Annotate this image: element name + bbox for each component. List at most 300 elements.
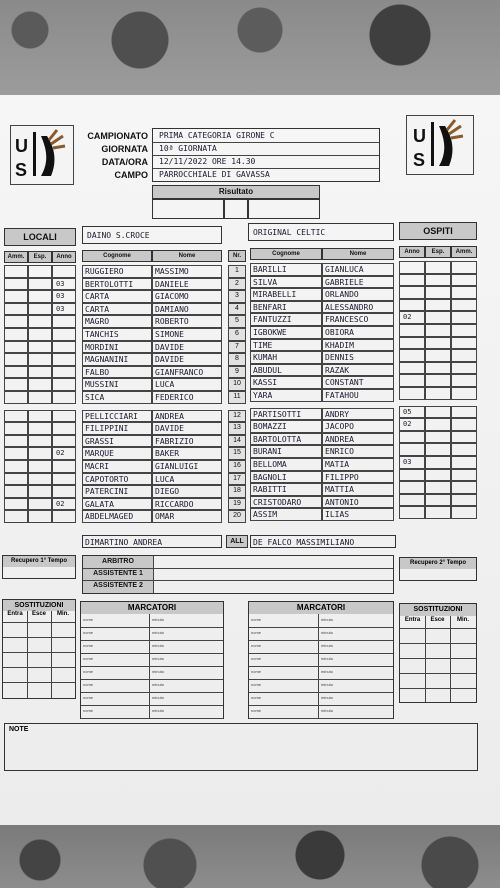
away-cognome: BELLOMA [253,460,287,469]
away-nome: ANDRY [325,409,350,419]
all-label: ALL [226,535,248,548]
home-nome-cell [152,366,222,379]
away-amm-cell [451,362,477,375]
away-cognome: BURANI [253,447,282,457]
home-nome: LUCA [155,474,175,484]
shirt-number: 16 [233,462,241,469]
home-cognome-cell [82,328,152,341]
away-amm-cell [451,299,477,312]
away-nome-cell [322,445,394,458]
ospiti-name-box [248,223,394,241]
away-esp-cell [425,362,451,375]
home-cognome-cell [82,485,152,498]
scorer-row-line [249,679,393,680]
home-cognome: FILIPPINI [85,424,129,434]
home-nome-cell [152,328,222,341]
home-cognome-cell [82,391,152,404]
home-cognome-cell [82,278,152,291]
home-nome: SIMONE [155,330,184,339]
scorer-row-line [81,679,223,680]
away-cognome: ABUDUL [253,365,282,375]
home-anno-cell [52,391,76,404]
home-nome-cell [152,485,222,498]
shirt-number-cell [228,410,246,423]
away-anno-cell [399,443,425,456]
scorer-nome-label: nome [251,669,262,674]
label-giornata: GIORNATA [101,144,148,154]
sost-home-entra: Entra [7,611,23,617]
home-anno-cell [52,353,76,366]
home-cognome: MARQUE [85,449,114,459]
away-cognome-cell [250,389,322,402]
away-cognome: YARA [253,391,273,400]
away-nome-cell [322,288,394,301]
home-amm-cell [4,265,28,278]
home-anno-cell [52,278,76,291]
scorer-row-line [249,653,393,654]
home-amm-cell [4,422,28,435]
sostituzioni-home-label: SOSTITUZIONI [3,600,75,611]
col-nome-away: Nome [322,248,394,260]
home-amm-cell [4,315,28,328]
scorer-minuto-label: minuto [152,669,165,674]
scorer-row-line [81,640,223,641]
home-cognome: CARTA [85,304,110,314]
home-esp-cell [28,460,52,473]
away-amm-cell [451,311,477,324]
away-esp-cell [425,481,451,494]
label-dataora: DATA/ORA [101,157,148,167]
home-cognome-cell [82,510,152,523]
shirt-number: 3 [235,292,239,300]
scorer-nome-label: nome [251,656,262,661]
note-box [4,723,478,771]
away-cognome-cell [250,351,322,364]
away-cognome: MIRABELLI [253,290,297,300]
home-cognome: TANCHIS [85,330,119,339]
score-home-box [152,199,224,219]
shirt-number-cell [228,290,246,303]
home-cognome-cell [82,303,152,316]
away-nome: DENNIS [325,353,354,363]
sost-away-esce: Esce [430,617,445,623]
scorer-row-line [81,692,223,693]
scorer-row-line [249,718,393,719]
score-separator-box [224,199,248,219]
away-nome: JACOPO [325,422,354,432]
shirt-number-cell [228,422,246,435]
scorer-row-line [249,640,393,641]
away-nome-cell [322,420,394,433]
svg-text:S: S [413,150,426,170]
home-cognome: BERTOLOTTI [85,279,134,289]
away-anno: 03 [403,458,412,466]
home-esp-cell [28,473,52,486]
home-amm-cell [4,435,28,448]
scorer-column-divider [149,614,150,718]
home-nome-cell [152,498,222,511]
away-cognome-cell [250,288,322,301]
away-nome: ENRICO [325,447,354,457]
away-nome-cell [322,326,394,339]
home-nome: RICCARDO [155,499,194,509]
away-anno: 02 [403,420,412,429]
note-label: NOTE [9,726,29,733]
away-cognome-cell [250,508,322,521]
away-nome-cell [322,276,394,289]
away-nome-cell [322,483,394,496]
allenatore-home-box [82,535,222,548]
away-esp-cell [425,261,451,274]
home-nome-cell [152,422,222,435]
home-nome: FABRIZIO [155,436,194,446]
away-cognome: BOMAZZI [253,422,287,432]
home-nome-cell [152,435,222,448]
shirt-number: 9 [235,367,239,375]
home-amm-cell [4,378,28,391]
away-nome-cell [322,496,394,509]
away-anno-cell [399,337,425,350]
label-campo: CAMPO [114,170,148,180]
home-cognome: MACRI [85,462,110,471]
scorer-minuto-label: minuto [321,617,334,622]
col-amm-home: Amm. [4,251,28,263]
scorer-nome-label: nome [251,695,262,700]
background-floor-top [0,0,500,95]
home-cognome: FALBO [85,367,110,377]
scorer-nome-label: nome [251,708,262,713]
home-nome: DIEGO [155,487,180,497]
away-nome: FATAHOU [325,391,359,400]
ospiti-label: OSPITI [399,222,477,240]
sost-away-entra: Entra [404,617,421,623]
away-cognome-cell [250,445,322,458]
away-anno-cell [399,274,425,287]
home-cognome: GALATA [85,499,114,509]
home-nome-cell [152,315,222,328]
away-nome: ALESSANDRO [325,302,374,312]
away-amm-cell [451,481,477,494]
home-amm-cell [4,485,28,498]
home-nome: ANDREA [155,411,184,421]
away-anno-cell [399,456,425,469]
assistente-2-label: ASSISTENTE 2 [93,582,143,589]
home-cognome-cell [82,473,152,486]
home-cognome-cell [82,422,152,435]
risultato-label: Risultato [152,185,320,199]
away-esp-cell [425,469,451,482]
home-anno-cell [52,460,76,473]
home-anno-cell [52,303,76,316]
away-cognome: FANTUZZI [253,315,292,325]
home-anno-cell [52,422,76,435]
home-nome: GIANFRANCO [155,367,204,377]
background-floor-bottom [0,825,500,888]
home-nome-cell [152,265,222,278]
away-anno-cell [399,362,425,375]
away-esp-cell [425,506,451,519]
home-nome: DAMIANO [155,304,189,314]
home-amm-cell [4,328,28,341]
scorer-row-line [81,705,223,706]
home-esp-cell [28,290,52,303]
arbitro-label: ARBITRO [102,558,134,565]
home-amm-cell [4,473,28,486]
away-cognome-cell [250,496,322,509]
score-away-box [248,199,320,219]
away-anno-cell [399,299,425,312]
away-esp-cell [425,374,451,387]
home-anno-cell [52,410,76,423]
us-logo-right [406,115,474,175]
home-esp-cell [28,422,52,435]
away-cognome: KUMAH [253,353,278,363]
home-cognome: MUSSINI [85,380,119,390]
away-esp-cell [425,299,451,312]
away-anno-cell [399,469,425,482]
scorer-minuto-label: minuto [152,708,165,713]
away-nome-cell [322,313,394,326]
away-amm-cell [451,387,477,400]
away-esp-cell [425,387,451,400]
home-anno-cell [52,366,76,379]
away-cognome: RABITTI [253,485,287,495]
marcatori-home-label: MARCATORI [81,602,223,614]
away-cognome-cell [250,276,322,289]
home-amm-cell [4,341,28,354]
away-cognome-cell [250,433,322,446]
home-nome-cell [152,410,222,423]
home-nome-cell [152,353,222,366]
away-anno-cell [399,261,425,274]
sost-away-min: Min. [457,617,469,623]
away-nome: GIANLUCA [325,265,364,274]
antler-logo-icon [11,126,71,182]
home-esp-cell [28,328,52,341]
shirt-number: 2 [235,279,239,287]
sostituzioni-away [399,603,477,703]
away-nome: GABRIELE [325,277,364,287]
shirt-number: 19 [233,499,241,507]
marcatori-home [80,601,224,719]
away-amm-cell [451,324,477,337]
col-esp-home: Esp. [28,251,52,263]
home-nome-cell [152,278,222,291]
shirt-number: 15 [233,449,241,457]
shirt-number-cell [228,328,246,341]
home-anno-cell [52,435,76,448]
away-anno: 02 [403,313,412,322]
home-esp-cell [28,378,52,391]
home-esp-cell [28,435,52,448]
scorer-nome-label: nome [83,643,94,648]
home-cognome-cell [82,265,152,278]
home-esp-cell [28,303,52,316]
home-cognome: PELLICCIARI [85,411,138,421]
away-nome: ORLANDO [325,290,359,300]
home-cognome: SICA [85,393,105,402]
col-cognome-away: Cognome [250,248,322,260]
away-cognome: SILVA [253,277,278,287]
shirt-number-cell [228,315,246,328]
home-cognome: CAPOTORTO [85,474,129,484]
home-cognome-cell [82,498,152,511]
marcatori-away [248,601,394,719]
home-amm-cell [4,353,28,366]
scorer-minuto-label: minuto [152,695,165,700]
shirt-number-cell [228,378,246,391]
home-anno-cell [52,328,76,341]
recupero-2-label: Recupero 2° Tempo [400,558,476,569]
home-esp-cell [28,391,52,404]
home-cognome: ABDELMAGED [85,512,134,522]
col-anno-away: Anno [399,246,425,258]
away-cognome: IGBOKWE [253,328,287,337]
officials-box [82,555,394,594]
scorer-nome-label: nome [251,682,262,687]
home-esp-cell [28,366,52,379]
home-cognome-cell [82,378,152,391]
shirt-number: 1 [235,267,239,274]
away-cognome-cell [250,339,322,352]
allenatore-away: DE FALCO MASSIMILIANO [253,538,355,547]
away-cognome-cell [250,301,322,314]
shirt-number-cell [228,353,246,366]
home-anno-cell [52,485,76,498]
shirt-number: 18 [233,487,241,495]
away-amm-cell [451,431,477,444]
locali-label: LOCALI [4,228,76,246]
home-anno-cell [52,498,76,511]
home-cognome: GRASSI [85,436,114,446]
away-nome-cell [322,433,394,446]
away-anno-cell [399,324,425,337]
away-cognome-cell [250,313,322,326]
home-cognome-cell [82,290,152,303]
svg-text:U: U [15,136,28,156]
away-nome-cell [322,508,394,521]
locali-team-name: DAINO S.CROCE [87,231,150,240]
away-nome-cell [322,301,394,314]
home-amm-cell [4,391,28,404]
away-cognome-cell [250,483,322,496]
home-nome-cell [152,510,222,523]
scorer-nome-label: nome [83,708,94,713]
home-esp-cell [28,265,52,278]
shirt-number-cell [228,485,246,498]
away-anno-cell [399,506,425,519]
recupero-1-label: Recupero 1° Tempo [3,556,75,567]
scorer-row-line [81,718,223,719]
away-esp-cell [425,443,451,456]
away-cognome: BENFARI [253,302,287,312]
away-esp-cell [425,311,451,324]
away-anno-cell [399,349,425,362]
scorer-nome-label: nome [251,630,262,635]
shirt-number: 12 [233,411,241,419]
home-nome-cell [152,447,222,460]
home-amm-cell [4,498,28,511]
home-esp-cell [28,498,52,511]
away-cognome-cell [250,326,322,339]
svg-text:S: S [15,160,28,180]
scorer-minuto-label: minuto [321,695,334,700]
home-nome: MASSIMO [155,267,189,276]
away-nome-cell [322,389,394,402]
home-esp-cell [28,353,52,366]
home-anno-cell [52,447,76,460]
value-campo: PARROCCHIALE DI GAVASSA [159,170,270,179]
home-nome-cell [152,341,222,354]
home-cognome: CARTA [85,292,110,302]
col-nr: Nr. [228,250,246,262]
away-esp-cell [425,349,451,362]
home-nome: ROBERTO [155,317,189,327]
away-cognome-cell [250,364,322,377]
shirt-number: 17 [233,474,241,482]
scorer-row-line [81,653,223,654]
scorer-row-line [249,627,393,628]
away-esp-cell [425,456,451,469]
scorer-minuto-label: minuto [152,630,165,635]
home-nome-cell [152,290,222,303]
antler-logo-icon [407,116,471,172]
home-amm-cell [4,460,28,473]
away-cognome: PARTISOTTI [253,409,302,419]
scorer-nome-label: nome [251,643,262,648]
allenatore-home: DIMARTINO ANDREA [85,538,163,547]
home-nome-cell [152,378,222,391]
home-esp-cell [28,485,52,498]
home-esp-cell [28,447,52,460]
away-nome-cell [322,339,394,352]
away-amm-cell [451,337,477,350]
home-amm-cell [4,410,28,423]
away-amm-cell [451,406,477,419]
col-anno-home: Anno [52,251,76,263]
scorer-minuto-label: minuto [321,708,334,713]
home-anno-cell [52,378,76,391]
shirt-number-cell [228,303,246,316]
scorer-nome-label: nome [83,682,94,687]
away-cognome: KASSI [253,378,278,388]
away-nome-cell [322,471,394,484]
shirt-number: 7 [235,342,239,350]
away-amm-cell [451,349,477,362]
away-nome-cell [322,376,394,389]
ospiti-team-name: ORIGINAL CELTIC [253,228,326,237]
away-cognome: BARILLI [253,265,287,274]
shirt-number: 10 [233,380,241,388]
home-nome: DANIELE [155,279,189,289]
away-nome-cell [322,364,394,377]
away-cognome-cell [250,408,322,421]
home-anno-cell [52,473,76,486]
away-nome: RAZAK [325,365,350,375]
shirt-number-cell [228,341,246,354]
header-values-box [152,128,380,182]
home-nome: DAVIDE [155,342,184,352]
home-cognome-cell [82,460,152,473]
away-esp-cell [425,431,451,444]
away-nome: OBIORA [325,328,354,337]
away-anno-cell [399,374,425,387]
home-esp-cell [28,341,52,354]
shirt-number: 11 [233,393,241,400]
shirt-number-cell [228,447,246,460]
shirt-number: 20 [233,512,241,520]
away-anno-cell [399,387,425,400]
